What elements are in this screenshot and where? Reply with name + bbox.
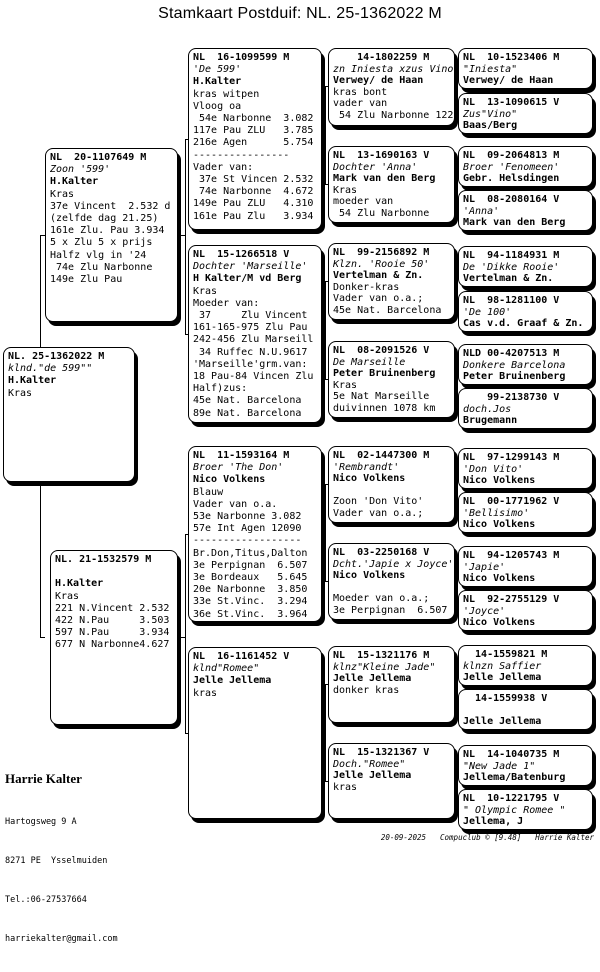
connector-line	[325, 484, 326, 581]
pedigree-line: 'Japie'	[463, 561, 506, 573]
pedigree-line: kras witpen	[193, 88, 260, 100]
pedigree-line: 677 N Narbonne4.627	[55, 639, 170, 651]
pedigree-line: Vader van o.a.;	[333, 507, 424, 519]
print-program: Compuclub © [9.48]	[440, 833, 522, 842]
pedigree-box-g5x5	[458, 246, 593, 287]
pedigree-line: 36e St.Vinc. 3.964	[193, 608, 308, 620]
pedigree-line: Verwey/ de Haan	[333, 75, 424, 87]
pedigree-line: 57e Int Agen 12090	[193, 523, 302, 535]
pedigree-line: Donkere Barcelona	[463, 359, 566, 371]
pedigree-line: NL 16-1099599 M	[193, 52, 290, 63]
pedigree-line: NL 20-1107649 M	[50, 152, 147, 163]
pedigree-line: Nico Volkens	[193, 474, 266, 486]
pedigree-line: kras	[193, 687, 218, 699]
pedigree-line: NL 10-1523406 M	[463, 52, 560, 63]
pedigree-line: 216e Agen 5.754	[193, 137, 314, 149]
pedigree-line: 597 N.Pau 3.934	[55, 627, 170, 639]
pedigree-box-g3d	[188, 647, 322, 819]
connector-line	[456, 266, 457, 311]
pedigree-box-mother	[50, 550, 178, 725]
pedigree-box-g4x5	[328, 446, 455, 523]
pedigree-line: Vertelman & Zn.	[463, 273, 554, 285]
pedigree-line: NL 10-1221795 V	[463, 793, 560, 804]
connector-line	[456, 70, 457, 113]
owner-email: harriekalter@gmail.com	[5, 934, 118, 944]
pedigree-box-g5x16	[458, 789, 593, 830]
pedigree-line: Jelle Jellema	[463, 672, 542, 684]
pedigree-line: Vader van o.a.	[193, 498, 278, 510]
pedigree-box-g5x12	[458, 590, 593, 631]
connector-line	[178, 637, 185, 638]
pedigree-line: klnd."de 599""	[8, 363, 93, 375]
pedigree-line: 20e Narbonne 3.850	[193, 584, 308, 596]
pedigree-line: 45e Nat. Barcelona	[333, 304, 442, 316]
pedigree-line: Peter Bruinenberg	[333, 368, 436, 380]
pedigree-line: Mark van den Berg	[463, 217, 566, 229]
print-date: 20-09-2025	[380, 833, 427, 842]
owner-contact	[5, 745, 118, 972]
pedigree-box-g5x10	[458, 492, 593, 533]
connector-line	[325, 684, 326, 781]
pedigree-box-g4x7	[328, 646, 455, 723]
pedigree-line: 54e Narbonne 3.082	[193, 113, 314, 125]
pedigree-line: 14-1559938 V	[463, 693, 548, 704]
pedigree-line: NL 15-1266518 V	[193, 249, 290, 260]
pedigree-line: Nico Volkens	[463, 519, 536, 531]
pedigree-line: Kras	[8, 387, 33, 399]
pedigree-line: 'Joyce'	[463, 605, 506, 617]
pedigree-box-g5x1	[458, 48, 593, 89]
pedigree-line: 'De 599'	[193, 64, 242, 76]
pedigree-line: NL 16-1161452 V	[193, 651, 290, 662]
pedigree-line: 5e Nat Marseille	[333, 391, 430, 403]
connector-line	[455, 581, 456, 582]
pedigree-line: Nico Volkens	[463, 617, 536, 629]
pedigree-line: zn Iniesta xzus Vino	[333, 63, 454, 75]
pedigree-line: Cas v.d. Graaf & Zn.	[463, 318, 584, 330]
pedigree-line: 3e Bordeaux 5.645	[193, 572, 308, 584]
pedigree-line: 422 N.Pau 3.503	[55, 615, 170, 627]
pedigree-line: kras	[333, 781, 358, 793]
pedigree-line: 54 Zlu Narbonne 122	[333, 109, 454, 121]
pedigree-box-father	[45, 148, 178, 322]
pedigree-box-g5x7	[458, 344, 593, 385]
pedigree-line: 74e Narbonne 4.672	[193, 186, 314, 198]
connector-line	[322, 334, 325, 335]
pedigree-line: Kras	[193, 285, 218, 297]
connector-line	[322, 733, 325, 734]
pedigree-line: Kras	[55, 590, 80, 602]
pedigree-line: NL 03-2250168 V	[333, 547, 430, 558]
pedigree-line: Moeder van o.a.;	[333, 593, 430, 605]
pedigree-line: Half)zus:	[193, 383, 248, 395]
pedigree-line: doch.Jos	[463, 403, 512, 415]
pedigree-line: 'Marseille'grm.van:	[193, 358, 308, 370]
pedigree-line: 37e St Vincen 2.532	[193, 174, 314, 186]
pedigree-line: Vader van:	[193, 161, 254, 173]
pedigree-line: vader van	[333, 98, 388, 110]
pedigree-line: Jelle Jellema	[333, 673, 412, 685]
connector-line	[325, 281, 326, 379]
owner-name: Harrie Kalter	[5, 771, 82, 786]
connector-line	[322, 139, 325, 140]
pedigree-line: NL 02-1447300 M	[333, 450, 430, 461]
pedigree-line: Broer 'Fenomeen'	[463, 161, 560, 173]
connector-line	[455, 184, 456, 185]
pedigree-line: 53e Narbonne 3.082	[193, 511, 302, 523]
pedigree-line: NLD 00-4207513 M	[463, 348, 560, 359]
pedigree-line: 221 N.Vincent 2.532	[55, 602, 170, 614]
pedigree-line: 89e Nat. Barcelona	[193, 407, 302, 419]
pedigree-box-g5x13	[458, 645, 593, 686]
pedigree-line: "Iniesta"	[463, 63, 518, 75]
pedigree-box-g5x2	[458, 93, 593, 134]
pedigree-line: Br.Don,Titus,Dalton	[193, 547, 308, 559]
pedigree-line: 33e St.Vinc. 3.294	[193, 596, 308, 608]
connector-line	[455, 484, 456, 485]
pedigree-line: 'Bellisimo'	[463, 507, 530, 519]
pedigree-box-g5x15	[458, 745, 593, 786]
pedigree-line: ------------------	[193, 535, 302, 547]
pedigree-line: 54 Zlu Narbonne	[333, 207, 430, 219]
pedigree-line: Jellema, J	[463, 816, 524, 828]
pedigree-line: 37 Zlu Vincent	[193, 310, 308, 322]
pedigree-line: Dcht.'Japie x Joyce'	[333, 558, 454, 570]
connector-line	[456, 665, 457, 709]
pedigree-line: kras bont	[333, 86, 388, 98]
pedigree-line: Dochter 'Marseille'	[193, 261, 308, 273]
pedigree-box-g4x1	[328, 48, 455, 126]
pedigree-line: Dochter 'Anna'	[333, 161, 418, 173]
pedigree-line: 149e Pau ZLU 4.310	[193, 198, 314, 210]
pedigree-line: duivinnen 1078 km	[333, 402, 436, 414]
pedigree-line: Halfz vlg in '24	[50, 249, 147, 261]
connector-line	[456, 166, 457, 210]
pedigree-box-g5x11	[458, 546, 593, 587]
pedigree-line: 149e Zlu Pau	[50, 274, 123, 286]
print-footer	[367, 833, 594, 842]
owner-phone: Tel.:06-27537664	[5, 895, 87, 905]
pedigree-line: NL 97-1299143 M	[463, 452, 560, 463]
pedigree-line: Vader van o.a.;	[333, 293, 424, 305]
pedigree-box-g5x6	[458, 291, 593, 332]
pedigree-line: 161e Pau Zlu 3.934	[193, 210, 314, 222]
pedigree-line: H Kalter/M vd Berg	[193, 273, 302, 285]
pedigree-line: NL 94-1184931 M	[463, 250, 560, 261]
pedigree-line: NL. 21-1532579 M	[55, 554, 152, 565]
pedigree-line	[333, 582, 452, 594]
pedigree-line: 'De 100'	[463, 306, 512, 318]
pedigree-line: klnz"Kleine Jade"	[333, 661, 436, 673]
pedigree-line: NL 15-1321176 M	[333, 650, 430, 661]
pedigree-line: 'Rembrandt'	[333, 461, 400, 473]
pedigree-line: NL 11-1593164 M	[193, 450, 290, 461]
connector-line	[178, 235, 185, 236]
pedigree-line: NL 08-2080164 V	[463, 194, 560, 205]
pedigree-box-g4x4	[328, 341, 455, 418]
pedigree-line: Donker-kras	[333, 281, 400, 293]
pedigree-line: Jelle Jellema	[463, 716, 542, 728]
pedigree-line: Mark van den Berg	[333, 173, 436, 185]
pedigree-line: NL 99-2156892 M	[333, 247, 430, 258]
pedigree-box-g5x8	[458, 388, 593, 429]
pedigree-line: 242-456 Zlu Marseill	[193, 334, 314, 346]
pedigree-box-subject	[3, 347, 135, 482]
pedigree-box-g4x8	[328, 743, 455, 819]
connector-line	[456, 468, 457, 512]
pedigree-box-g3b	[188, 245, 322, 423]
page-title: Stamkaart Postduif: NL. 25-1362022 M	[158, 5, 442, 22]
pedigree-line: Broer 'The Don'	[193, 462, 284, 474]
pedigree-box-g5x4	[458, 190, 593, 231]
connector-line	[456, 765, 457, 809]
pedigree-box-g5x3	[458, 146, 593, 187]
pedigree-box-g4x6	[328, 543, 455, 620]
connector-line	[185, 139, 186, 334]
pedigree-box-g5x9	[458, 448, 593, 489]
pedigree-line: Jelle Jellema	[333, 770, 412, 782]
pedigree-line: 74e Zlu Narbonne	[50, 261, 153, 273]
pedigree-line: 3e Perpignan 6.507	[193, 559, 308, 571]
connector-line	[456, 566, 457, 610]
pedigree-line: 34 Ruffec N.U.9617	[193, 346, 308, 358]
pedigree-box-g3c	[188, 446, 322, 622]
pedigree-line: 14-1559821 M	[463, 649, 548, 660]
pedigree-line: 117e Pau ZLU 3.785	[193, 125, 314, 137]
pedigree-line: H.Kalter	[8, 375, 57, 387]
pedigree-line: "New Jade 1"	[463, 760, 536, 772]
pedigree-line	[333, 485, 452, 497]
pedigree-line: NL 94-1205743 M	[463, 550, 560, 561]
pedigree-line: Verwey/ de Haan	[463, 75, 554, 87]
pedigree-line: 37e Vincent 2.532 d	[50, 200, 171, 212]
pedigree-line: Klzn. 'Rooie 50'	[333, 258, 430, 270]
pedigree-box-g4x2	[328, 146, 455, 223]
pedigree-line: Jellema/Batenburg	[463, 772, 566, 784]
pedigree-line: 3e Perpignan 6.507	[333, 604, 448, 616]
pedigree-line: NL 15-1321367 V	[333, 747, 430, 758]
pedigree-line: NL 14-1040735 M	[463, 749, 560, 760]
pedigree-line: Zoon 'Don Vito'	[333, 496, 424, 508]
pedigree-line: NL 09-2064813 M	[463, 150, 560, 161]
connector-line	[185, 534, 186, 733]
pedigree-line: (zelfde dag 21.25)	[50, 213, 159, 225]
pedigree-line: Nico Volkens	[463, 475, 536, 487]
pedigree-line: Blauw	[193, 486, 224, 498]
connector-line	[456, 364, 457, 408]
pedigree-line: Brugemann	[463, 415, 518, 427]
pedigree-line: NL. 25-1362022 M	[8, 351, 105, 362]
pedigree-line: Moeder van:	[193, 297, 260, 309]
pedigree-line: klnd"Romee"	[193, 663, 260, 675]
pedigree-line: NL 13-1090615 V	[463, 97, 560, 108]
print-author: Harrie Kalter	[535, 833, 594, 842]
pedigree-line: 14-1802259 M	[333, 52, 430, 63]
pedigree-line	[463, 705, 590, 717]
connector-line	[455, 379, 456, 380]
pedigree-line: 'Anna'	[463, 205, 500, 217]
pedigree-box-g3a	[188, 48, 322, 230]
pedigree-line: klnzn Saffier	[463, 660, 542, 672]
pedigree-line: " Olympic Romee "	[463, 804, 566, 816]
pedigree-line: 45e Nat. Barcelona	[193, 395, 302, 407]
pedigree-line: donker kras	[333, 684, 400, 696]
pedigree-line: moeder van	[333, 196, 394, 208]
pedigree-box-g5x14	[458, 689, 593, 730]
pedigree-line: Nico Volkens	[333, 570, 406, 582]
pedigree-line: 99-2138730 V	[463, 392, 560, 403]
pedigree-line: 5 x Zlu 5 x prijs	[50, 237, 153, 249]
connector-line	[455, 281, 456, 282]
pedigree-line: Doch."Romee"	[333, 758, 406, 770]
pedigree-line: De Marseille	[333, 356, 406, 368]
pedigree-line: 161-165-975 Zlu Pau	[193, 322, 308, 334]
pedigree-line: NL 13-1690163 V	[333, 150, 430, 161]
owner-address-city: 8271 PE Ysselmuiden	[5, 856, 108, 866]
pedigree-line: Kras	[333, 184, 358, 196]
connector-line	[40, 637, 45, 638]
pedigree-line: H.Kalter	[50, 176, 99, 188]
pedigree-line: Peter Bruinenberg	[463, 371, 566, 383]
pedigree-line: Nico Volkens	[463, 573, 536, 585]
pedigree-line: NL 98-1281100 V	[463, 295, 560, 306]
pedigree-line: Zoon '599'	[50, 164, 111, 176]
pedigree-line: Kras	[50, 188, 75, 200]
pedigree-line: 'Don Vito'	[463, 463, 524, 475]
pedigree-line: De 'Dikke Rooie'	[463, 261, 560, 273]
connector-line	[455, 781, 456, 782]
pedigree-line	[55, 566, 175, 578]
connector-line	[325, 86, 326, 184]
pedigree-line: H.Kalter	[55, 578, 104, 590]
pedigree-line: Vloog oa	[193, 100, 242, 112]
pedigree-line: 161e Zlu. Pau 3.934	[50, 225, 165, 237]
owner-address-street: Hartogsweg 9 A	[5, 817, 77, 827]
pedigree-line: Nico Volkens	[333, 473, 406, 485]
pedigree-line: NL 00-1771962 V	[463, 496, 560, 507]
pedigree-line: NL 08-2091526 V	[333, 345, 430, 356]
pedigree-line: H.Kalter	[193, 76, 242, 88]
connector-line	[455, 684, 456, 685]
pedigree-line: Gebr. Helsdingen	[463, 173, 560, 185]
pedigree-line: NL 92-2755129 V	[463, 594, 560, 605]
pedigree-line: Zus"Vino"	[463, 108, 518, 120]
pedigree-line: 18 Pau-84 Vincen Zlu	[193, 371, 314, 383]
pedigree-line: Kras	[333, 379, 358, 391]
pedigree-line: ----------------	[193, 149, 290, 161]
pedigree-line: Baas/Berg	[463, 120, 518, 132]
connector-line	[322, 534, 325, 535]
connector-line	[455, 86, 456, 87]
pedigree-line: Vertelman & Zn.	[333, 270, 424, 282]
pedigree-line: Jelle Jellema	[193, 675, 272, 687]
pedigree-box-g4x3	[328, 243, 455, 320]
